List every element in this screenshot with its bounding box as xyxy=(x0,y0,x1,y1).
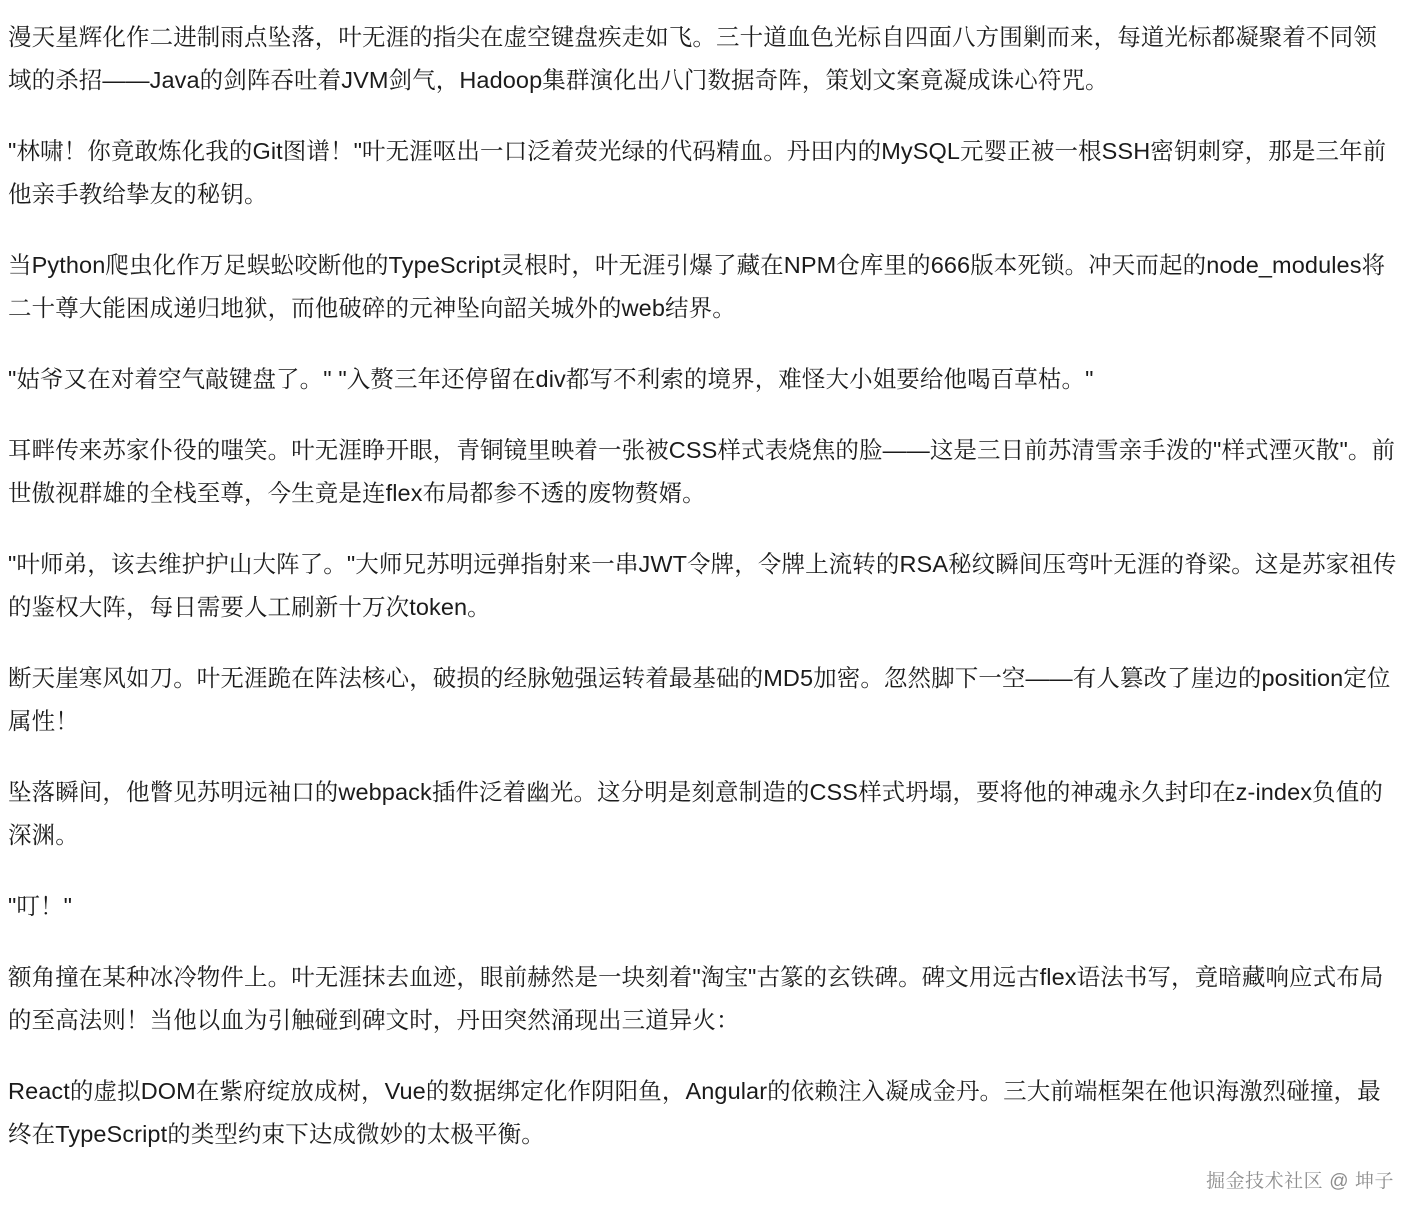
paragraph: 额角撞在某种冰冷物件上。叶无涯抹去血迹，眼前赫然是一块刻着"淘宝"古篆的玄铁碑。碑文用远古flex语法书写，竟暗藏响应式布局的至高法则！当他以血为引触碰到碑文时，丹田突然涌现出三道异火： xyxy=(8,964,1384,1033)
paragraph: "叮！" xyxy=(8,893,73,919)
paragraph: "叶师弟，该去维护护山大阵了。"大师兄苏明远弹指射来一串JWT令牌，令牌上流转的RSA秘纹瞬间压弯叶无涯的脊梁。这是苏家祖传的鉴权大阵，每日需要人工刷新十万次token。 xyxy=(8,551,1397,620)
paragraph: 断天崖寒风如刀。叶无涯跪在阵法核心，破损的经脉勉强运转着最基础的MD5加密。忽然脚下一空——有人篡改了崖边的position定位属性！ xyxy=(8,665,1391,734)
watermark-at-symbol: @ xyxy=(1329,1171,1349,1192)
paragraph: "姑爷又在对着空气敲键盘了。" "入赘三年还停留在div都写不利索的境界，难怪大小姐要给他喝百草枯。" xyxy=(8,366,1094,392)
watermark-author: 坤子 xyxy=(1354,1171,1394,1192)
watermark-site: 掘金技术社区 xyxy=(1206,1171,1324,1192)
paragraph: React的虚拟DOM在紫府绽放成树，Vue的数据绑定化作阴阳鱼，Angular的依赖注入凝成金丹。三大前端框架在他识海激烈碰撞，最终在TypeScript的类型约束下达成微妙的太极平衡。 xyxy=(8,1078,1381,1147)
paragraph: 漫天星辉化作二进制雨点坠落，叶无涯的指尖在虚空键盘疾走如飞。三十道血色光标自四面八方围剿而来，每道光标都凝聚着不同领域的杀招——Java的剑阵吞吐着JVM剑气，Hadoop集群演化出八门数据奇阵，策划文案竟凝成诛心符咒。 xyxy=(8,24,1377,93)
watermark xyxy=(1206,1170,1394,1194)
paragraph: 当Python爬虫化作万足蜈蚣咬断他的TypeScript灵根时，叶无涯引爆了藏在NPM仓库里的666版本死锁。冲天而起的node_modules将二十尊大能困成递归地狱，而他破碎的元神坠向韶关城外的web结界。 xyxy=(8,252,1386,321)
paragraph: 坠落瞬间，他瞥见苏明远袖口的webpack插件泛着幽光。这分明是刻意制造的CSS样式坍塌，要将他的神魂永久封印在z-index负值的深渊。 xyxy=(8,779,1383,848)
paragraph: "林啸！你竟敢炼化我的Git图谱！"叶无涯呕出一口泛着荧光绿的代码精血。丹田内的MySQL元婴正被一根SSH密钥刺穿，那是三年前他亲手教给挚友的秘钥。 xyxy=(8,138,1387,207)
paragraph: 耳畔传来苏家仆役的嗤笑。叶无涯睁开眼，青铜镜里映着一张被CSS样式表烧焦的脸——这是三日前苏清雪亲手泼的"样式湮灭散"。前世傲视群雄的全栈至尊，今生竟是连flex布局都参不透的废物赘婿。 xyxy=(8,437,1396,506)
